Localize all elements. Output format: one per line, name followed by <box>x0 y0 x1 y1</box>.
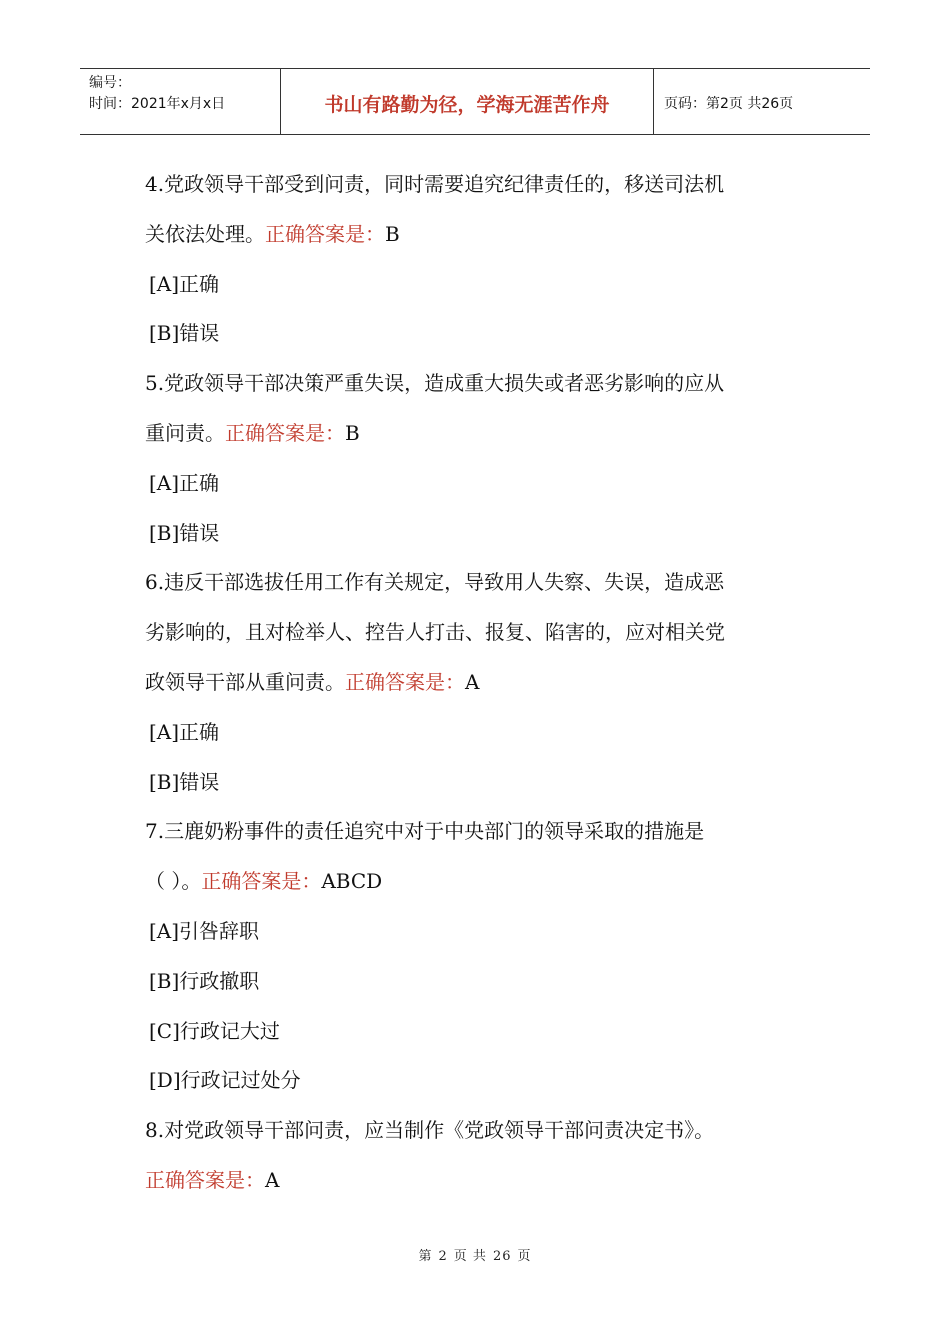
line-text: [B]行政撤职 <box>149 968 260 993</box>
question-line <box>145 210 815 260</box>
question-line <box>145 1156 815 1206</box>
page-footer <box>0 1245 950 1264</box>
answer-option <box>145 957 815 1007</box>
line-text: [A]引咎辞职 <box>149 918 260 943</box>
answer-option <box>145 459 815 509</box>
line-text: [B]错误 <box>149 769 220 794</box>
correct-answer-label: 正确答案是： <box>225 420 345 445</box>
header-page-info: 页码：第2页 共26页 <box>664 96 794 112</box>
line-text: [A]正确 <box>149 470 220 495</box>
line-text: 6.违反干部选拔任用工作有关规定，导致用人失察、失误，造成恶 <box>145 570 725 595</box>
line-text: 重问责。 <box>145 420 225 445</box>
line-text: [A]正确 <box>149 271 220 296</box>
correct-answer-value: B <box>345 420 360 445</box>
question-line <box>145 409 815 459</box>
answer-option <box>145 758 815 808</box>
question-line <box>145 558 815 608</box>
footer-total-pages: 26 <box>492 1249 512 1264</box>
line-text: 4.党政领导干部受到问责，同时需要追究纪律责任的，移送司法机 <box>145 172 725 196</box>
answer-option <box>145 1056 815 1106</box>
line-text: 8.对党政领导干部问责，应当制作《党政领导干部问责决定书》。 <box>145 1118 715 1143</box>
line-text: （ ）。 <box>145 869 202 894</box>
question-line <box>145 857 815 907</box>
line-text: [B]错误 <box>149 520 220 545</box>
line-text: 劣影响的，且对检举人、控告人打击、报复、陷害的，应对相关党 <box>145 620 725 645</box>
correct-answer-label: 正确答案是： <box>201 869 322 894</box>
answer-option <box>145 907 815 957</box>
footer-suffix: 页 <box>517 1249 532 1264</box>
line-text: [A]正确 <box>149 719 220 744</box>
question-line <box>145 807 815 857</box>
header-motto: 书山有路勤为径，学海无涯苦作舟 <box>281 69 654 134</box>
answer-option <box>145 708 815 758</box>
correct-answer-label: 正确答案是： <box>265 221 385 246</box>
correct-answer-value: A <box>465 669 480 694</box>
line-text: 5.党政领导干部决策严重失误，造成重大损失或者恶劣影响的应从 <box>145 371 725 396</box>
answer-option <box>145 309 815 359</box>
document-body <box>145 160 815 1206</box>
correct-answer-label: 正确答案是： <box>345 669 465 694</box>
answer-option <box>145 509 815 559</box>
footer-prefix: 第 <box>418 1249 433 1264</box>
question-line <box>145 608 815 658</box>
line-text: [D]行政记过处分 <box>149 1068 301 1093</box>
footer-page-number: 2 <box>438 1249 448 1264</box>
header-meta <box>80 69 281 134</box>
page-header <box>80 68 870 135</box>
line-text: 政领导干部从重问责。 <box>145 669 345 694</box>
doc-code-label: 编号： <box>89 75 131 91</box>
question-line <box>145 359 815 409</box>
question-line <box>145 160 815 210</box>
correct-answer-value: A <box>265 1167 280 1192</box>
question-line <box>145 1106 815 1156</box>
line-text: [B]错误 <box>149 321 220 346</box>
line-text: 关依法处理。 <box>145 221 265 246</box>
footer-mid: 页 共 <box>453 1249 487 1264</box>
line-text: [C]行政记大过 <box>149 1018 280 1043</box>
correct-answer-value: ABCD <box>321 869 383 894</box>
answer-option <box>145 260 815 310</box>
correct-answer-label: 正确答案是： <box>145 1167 265 1192</box>
question-line <box>145 658 815 708</box>
line-text: 7.三鹿奶粉事件的责任追究中对于中央部门的领导采取的措施是 <box>145 819 705 844</box>
answer-option <box>145 1007 815 1057</box>
correct-answer-value: B <box>385 221 400 246</box>
doc-date-label: 时间：2021年x月x日 <box>89 96 226 112</box>
